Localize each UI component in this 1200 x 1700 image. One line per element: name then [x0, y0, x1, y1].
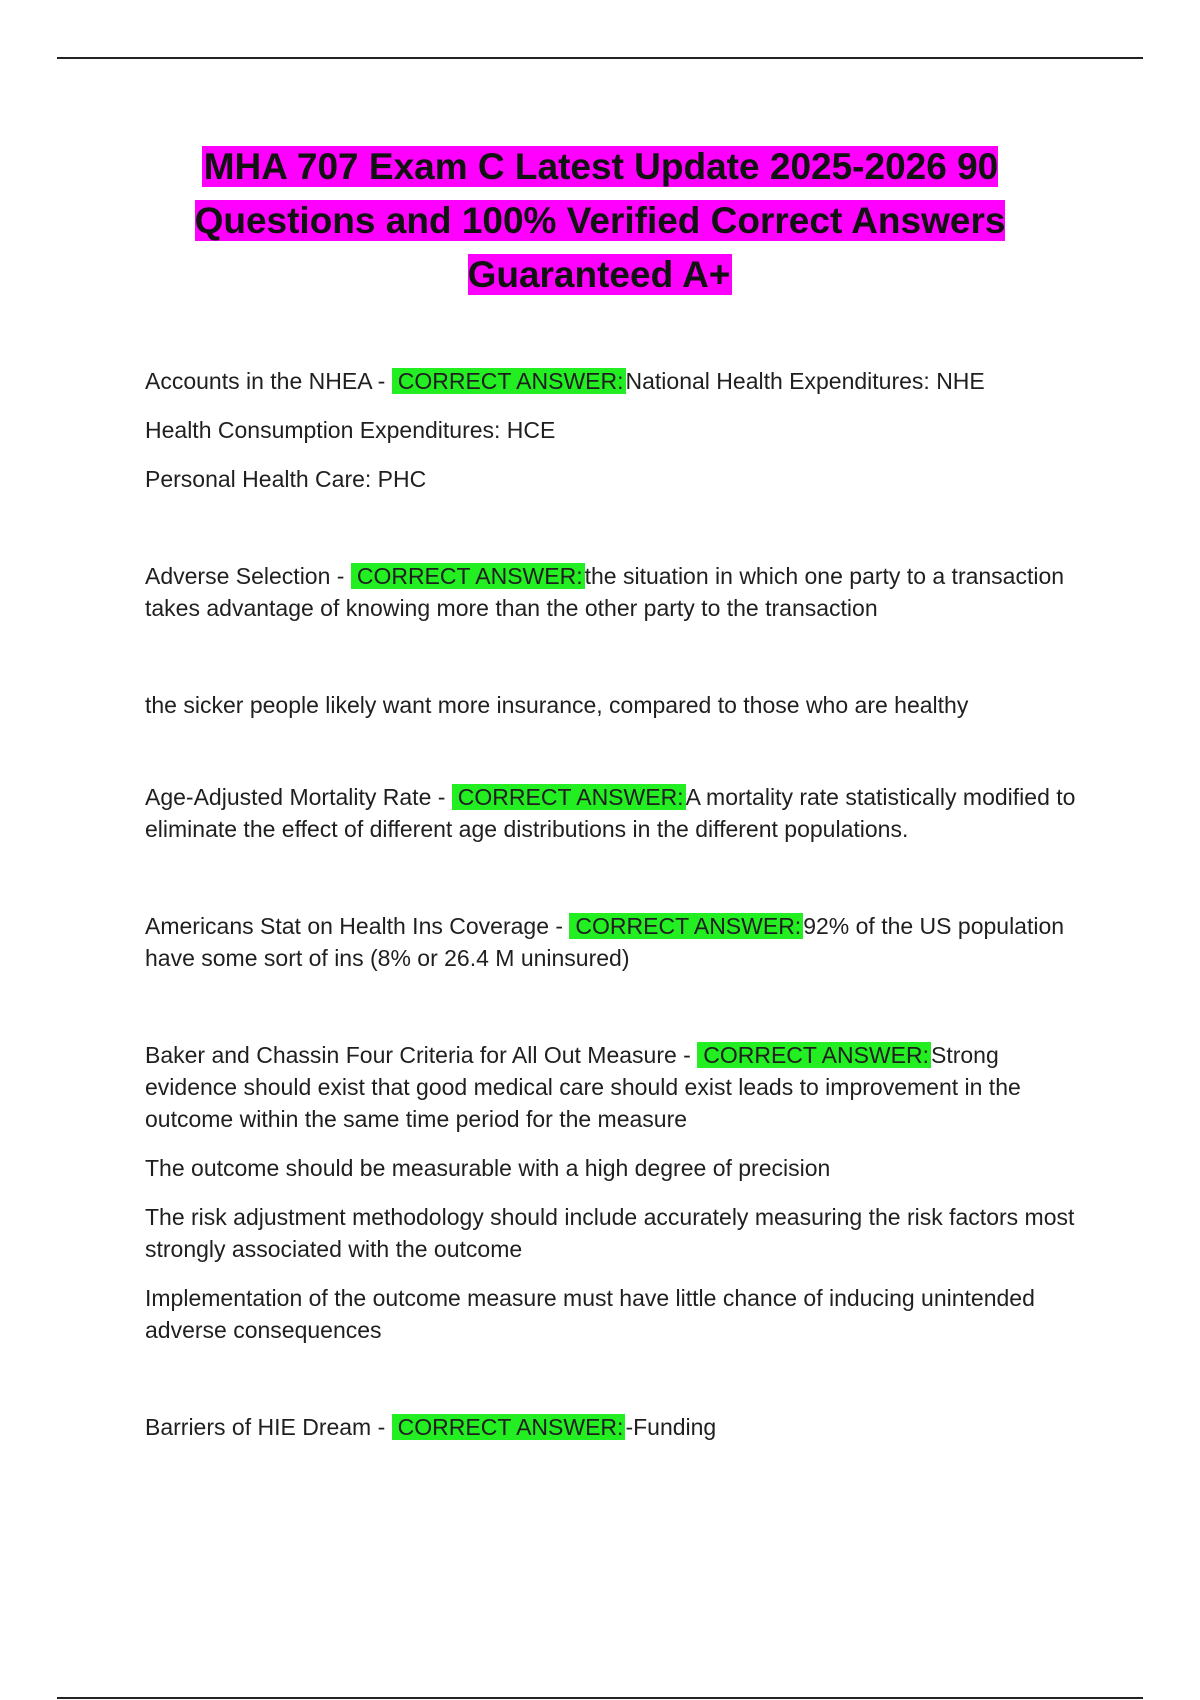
answer-extra-line: The risk adjustment methodology should include accurately measuring the risk factors most strongly associated with the outcome [145, 1204, 1075, 1262]
answer-extra-line: Personal Health Care: PHC [145, 466, 427, 492]
correct-answer-label: CORRECT ANSWER: [569, 913, 803, 939]
answer: -Funding [625, 1414, 717, 1440]
answer-extra-line: the sicker people likely want more insurance, compared to those who are healthy [145, 692, 969, 718]
document-title [120, 140, 1080, 302]
bottom-rule [57, 1697, 1143, 1699]
answer: Strong evidence should exist that good medical care should exist leads to improvement in the outcome within the same time period for the measure [145, 1042, 1021, 1132]
term: Adverse Selection - [145, 563, 351, 589]
correct-answer-label: CORRECT ANSWER: [697, 1042, 931, 1068]
title-highlight: MHA 707 Exam C Latest Update 2025-2026 90 Questions and 100% Verified Correct Answers Guaranteed A+ [194, 146, 1006, 295]
answer-extra-line: Implementation of the outcome measure must have little chance of inducing unintended adverse consequences [145, 1285, 1035, 1343]
answer: the situation in which one party to a transaction takes advantage of knowing more than the other party to the transaction [145, 563, 1065, 621]
qa-entry-age-adjusted-mortality [145, 781, 1085, 845]
term: Baker and Chassin Four Criteria for All Out Measure - [145, 1042, 698, 1068]
term: Americans Stat on Health Ins Coverage - [145, 913, 570, 939]
qa-content [145, 365, 1085, 1443]
qa-entry-accounts-nhea [145, 365, 1085, 397]
correct-answer-label: CORRECT ANSWER: [392, 1414, 626, 1440]
answer: 92% of the US population have some sort of ins (8% or 26.4 M uninsured) [145, 913, 1065, 971]
term: Accounts in the NHEA - [145, 368, 392, 394]
qa-entry-health-ins-coverage [145, 910, 1085, 974]
term: Barriers of HIE Dream - [145, 1414, 392, 1440]
correct-answer-label: CORRECT ANSWER: [452, 784, 686, 810]
answer-extra-line: Health Consumption Expenditures: HCE [145, 417, 556, 443]
qa-entry-baker-chassin [145, 1039, 1085, 1135]
answer: National Health Expenditures: NHE [625, 368, 985, 394]
top-rule [57, 57, 1143, 59]
correct-answer-label: CORRECT ANSWER: [351, 563, 585, 589]
qa-entry-adverse-selection [145, 560, 1085, 624]
qa-entry-barriers-hie [145, 1411, 1085, 1443]
correct-answer-label: CORRECT ANSWER: [392, 368, 626, 394]
term: Age-Adjusted Mortality Rate - [145, 784, 452, 810]
answer: A mortality rate statistically modified to eliminate the effect of different age distributions in the different populations. [145, 784, 1076, 842]
answer-extra-line: The outcome should be measurable with a high degree of precision [145, 1155, 831, 1181]
